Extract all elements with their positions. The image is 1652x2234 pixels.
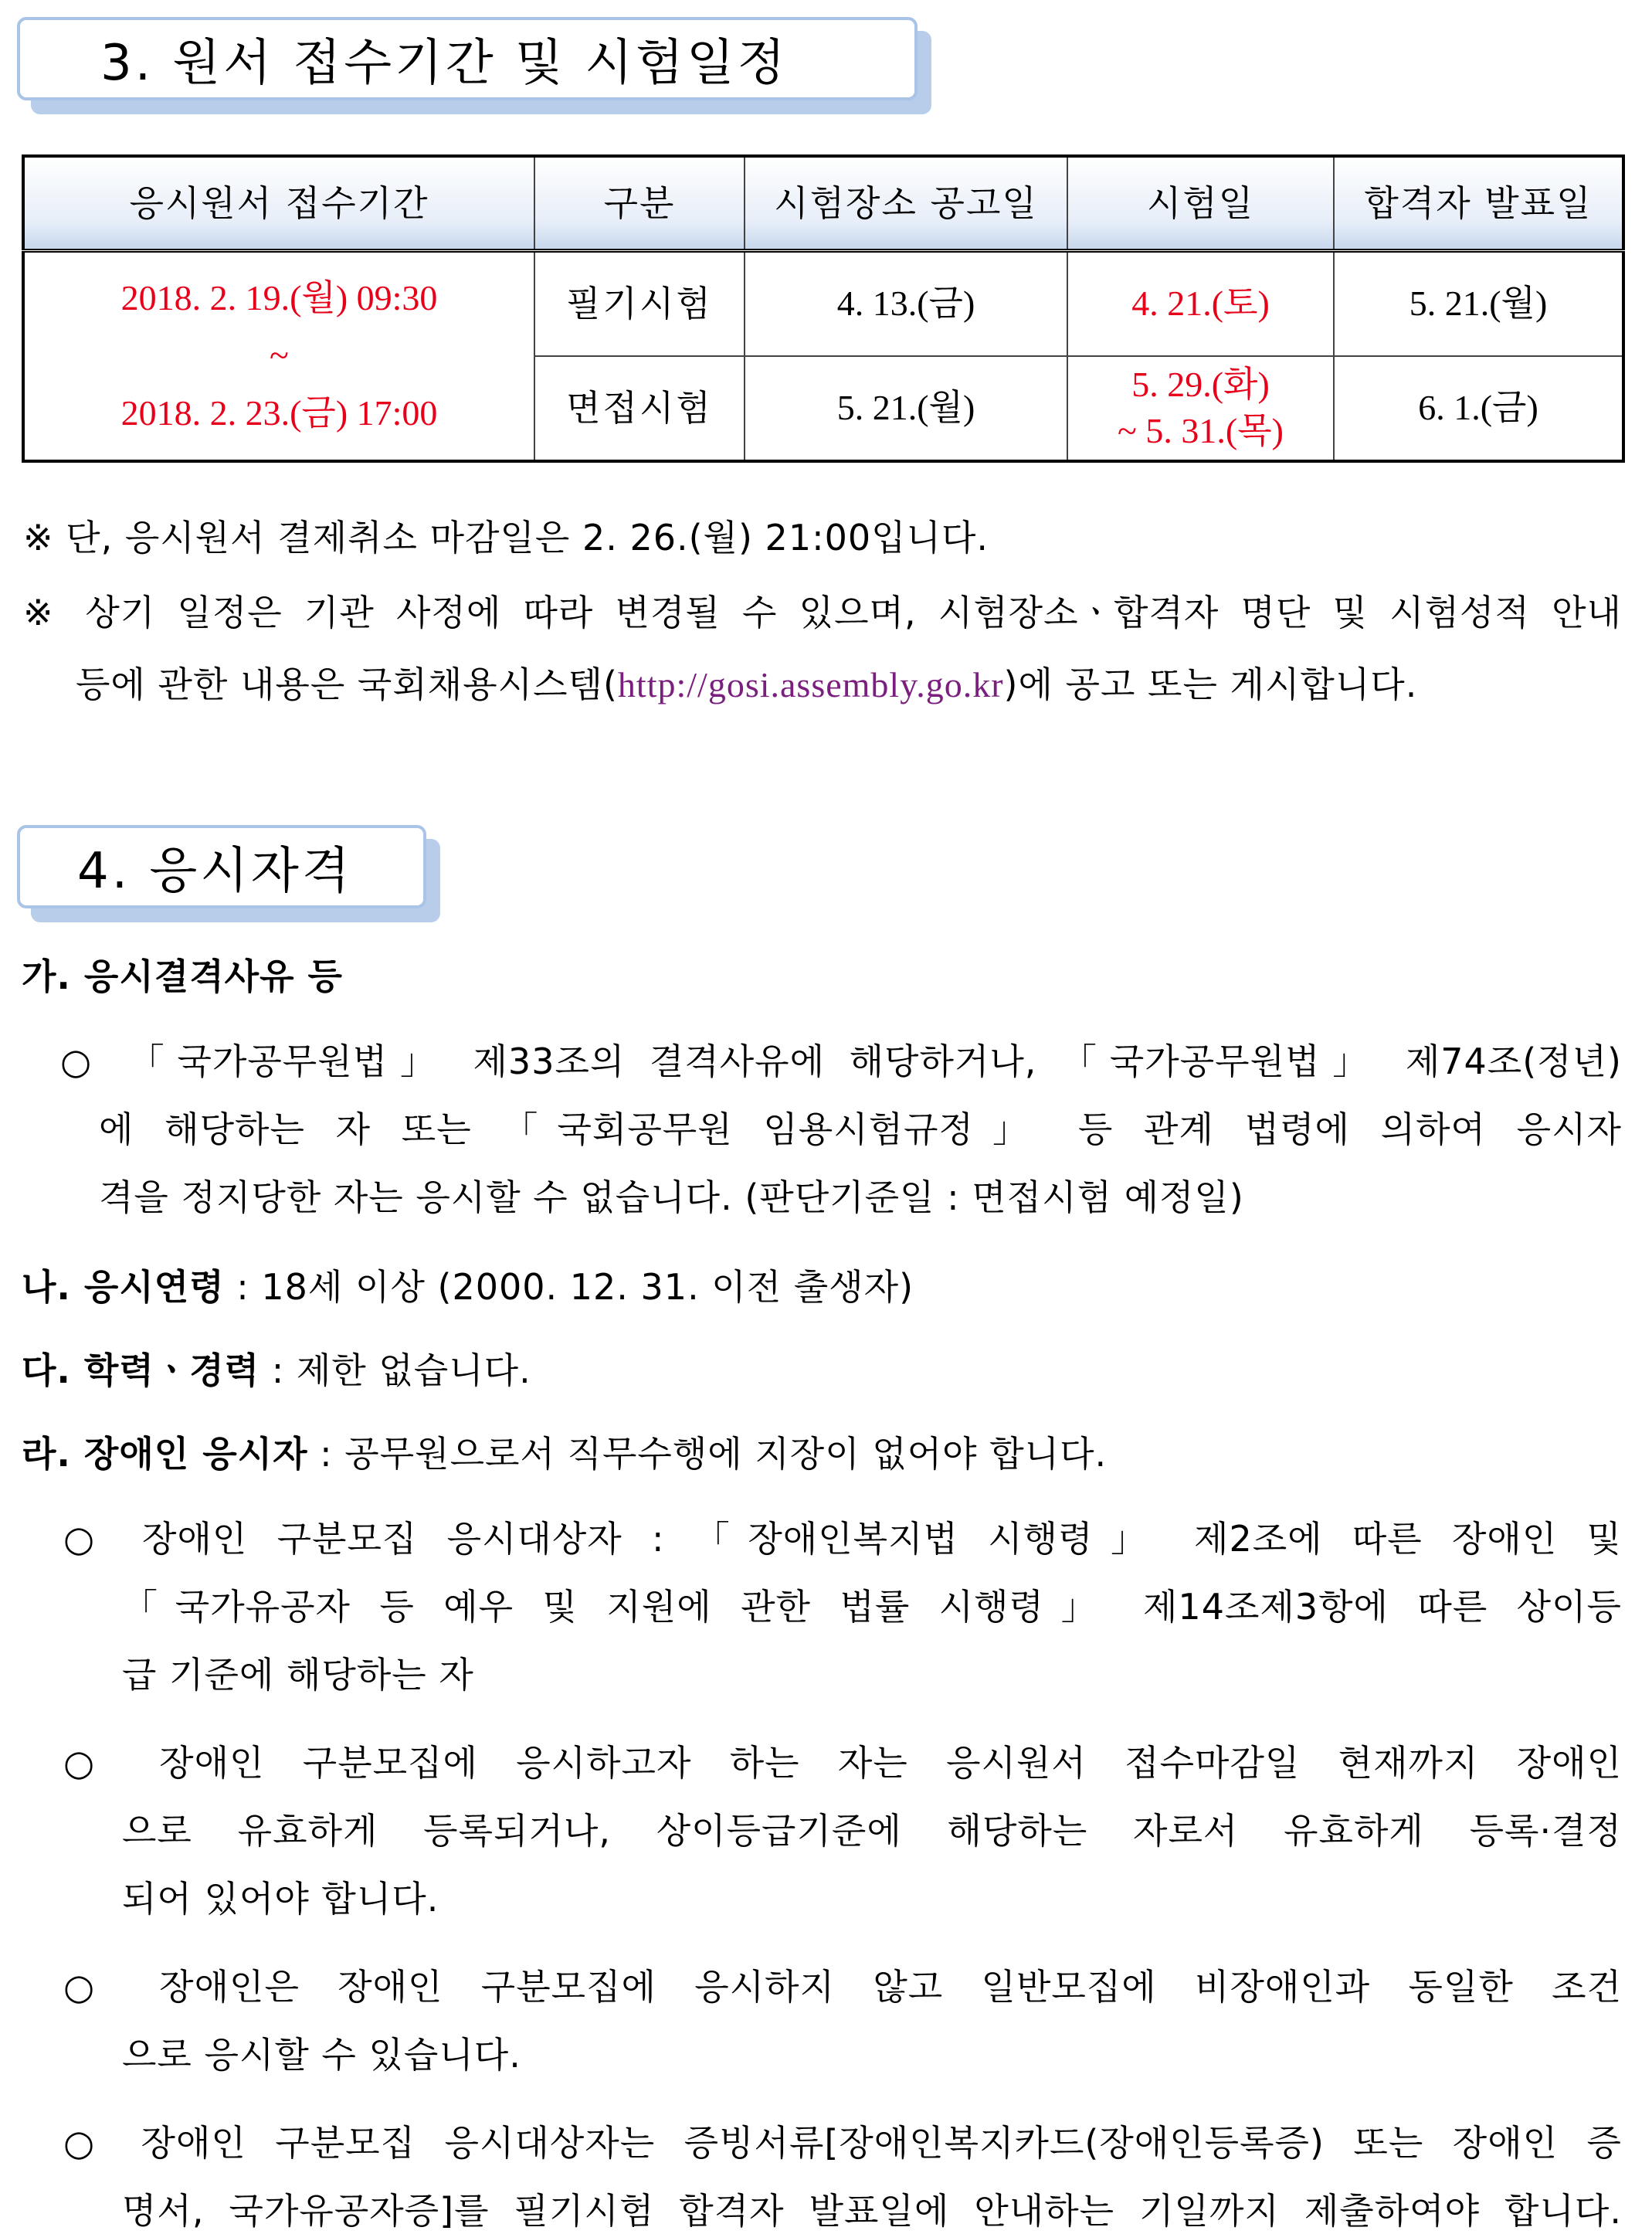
note-cancel-deadline: ※ 단, 응시원서 결제취소 마감일은 2. 26.(월) 21:00입니다.	[23, 517, 989, 558]
header-exam-date: 시험일	[1067, 156, 1334, 251]
ra-bullet1-line3: 급 기준에 해당하는 자	[122, 1654, 474, 1696]
section4-title: 4. 응시자격	[77, 843, 353, 900]
result-date-interview: 6. 1.(금)	[1334, 356, 1623, 461]
header-application-period: 응시원서 접수기간	[23, 156, 534, 251]
header-venue-announce: 시험장소 공고일	[745, 156, 1067, 251]
note-schedule-change-line1: ※ 상기 일정은 기관 사정에 따라 변경될 수 있으며, 시험장소ㆍ합격자 명단 및 시험성적 안내	[23, 592, 1622, 633]
na-text: : 18세 이상 (2000. 12. 31. 이전 출생자)	[224, 1266, 914, 1308]
note2-text-post: )에 공고 또는 게시합니다.	[1003, 664, 1418, 705]
ga-line2: 에 해당하는 자 또는 「국회공무원 임용시험규정」 등 관계 법령에 의하여 응시자	[99, 1109, 1622, 1150]
application-period-cell	[23, 251, 534, 461]
section3-title: 3. 원서 접수기간 및 시험일정	[100, 35, 789, 92]
category-written: 필기시험	[534, 251, 745, 356]
ra-bullet2-line3: 되어 있어야 합니다.	[122, 1878, 439, 1920]
exam-date-written: 4. 21.(토)	[1067, 251, 1334, 356]
ra-bullet3-line1: ○ 장애인은 장애인 구분모집에 응시하지 않고 일반모집에 비장애인과 동일한 조건	[63, 1966, 1622, 2008]
venue-date-written: 4. 13.(금)	[745, 251, 1067, 356]
da-label: 다. 학력ㆍ경력	[22, 1350, 260, 1391]
na-item	[22, 1259, 914, 1310]
period-tilde: ~	[270, 335, 289, 375]
ra-item	[22, 1426, 1107, 1477]
ra-bullet2-line1: ○ 장애인 구분모집에 응시하고자 하는 자는 응시원서 접수마감일 현재까지 장애인	[63, 1742, 1622, 1784]
ra-bullet3-line2: 으로 응시할 수 있습니다.	[122, 2034, 521, 2076]
period-end: 2018. 2. 23.(금) 17:00	[120, 393, 438, 433]
ga-line3: 격을 정지당한 자는 응시할 수 없습니다. (판단기준일 : 면접시험 예정일)	[99, 1176, 1244, 1218]
ra-text: : 공무원으로서 직무수행에 지장이 없어야 합니다.	[307, 1433, 1108, 1475]
da-text: : 제한 없습니다.	[260, 1350, 531, 1391]
table-header-row	[23, 156, 1623, 251]
ra-bullet1-line1: ○ 장애인 구분모집 응시대상자 : 「장애인복지법 시행령」 제2조에 따른 장애인 및	[63, 1518, 1622, 1560]
exam-date-interview-line2: ~ 5. 31.(목)	[1118, 411, 1284, 450]
ra-bullet1-line2: 「국가유공자 등 예우 및 지원에 관한 법률 시행령」 제14조제3항에 따른 상이등	[122, 1586, 1622, 1628]
ra-label: 라. 장애인 응시자	[22, 1433, 308, 1475]
exam-schedule-table	[22, 154, 1625, 463]
table-row-written	[23, 251, 1623, 356]
recruitment-system-link[interactable]: http://gosi.assembly.go.kr	[617, 665, 1004, 704]
header-category: 구분	[534, 156, 745, 251]
note-schedule-change-line2	[76, 657, 1417, 708]
result-date-written: 5. 21.(월)	[1334, 251, 1623, 356]
na-label: 나. 응시연령	[22, 1266, 225, 1308]
ra-bullet4-line2: 명서, 국가유공자증]를 필기시험 합격자 발표일에 안내하는 기일까지 제출하여야 합니다.	[122, 2190, 1622, 2232]
note2-text-pre: 등에 관한 내용은 국회채용시스템(	[76, 664, 618, 705]
exam-date-interview	[1067, 356, 1334, 461]
ga-line1: ○ 「국가공무원법」 제33조의 결격사유에 해당하거나, 「국가공무원법」 제74조(정년)	[60, 1041, 1622, 1082]
ra-bullet2-line2: 으로 유효하게 등록되거나, 상이등급기준에 해당하는 자로서 유효하게 등록·결정	[122, 1810, 1622, 1852]
category-interview: 면접시험	[534, 356, 745, 461]
header-result-date: 합격자 발표일	[1334, 156, 1623, 251]
period-start: 2018. 2. 19.(월) 09:30	[120, 277, 438, 317]
ga-heading: 가. 응시결격사유 등	[22, 956, 343, 997]
exam-date-interview-line1: 5. 29.(화)	[1131, 365, 1270, 405]
ra-bullet4-line1: ○ 장애인 구분모집 응시대상자는 증빙서류[장애인복지카드(장애인등록증) 또는 장애인 증	[63, 2122, 1622, 2164]
da-item	[22, 1343, 531, 1394]
venue-date-interview: 5. 21.(월)	[745, 356, 1067, 461]
